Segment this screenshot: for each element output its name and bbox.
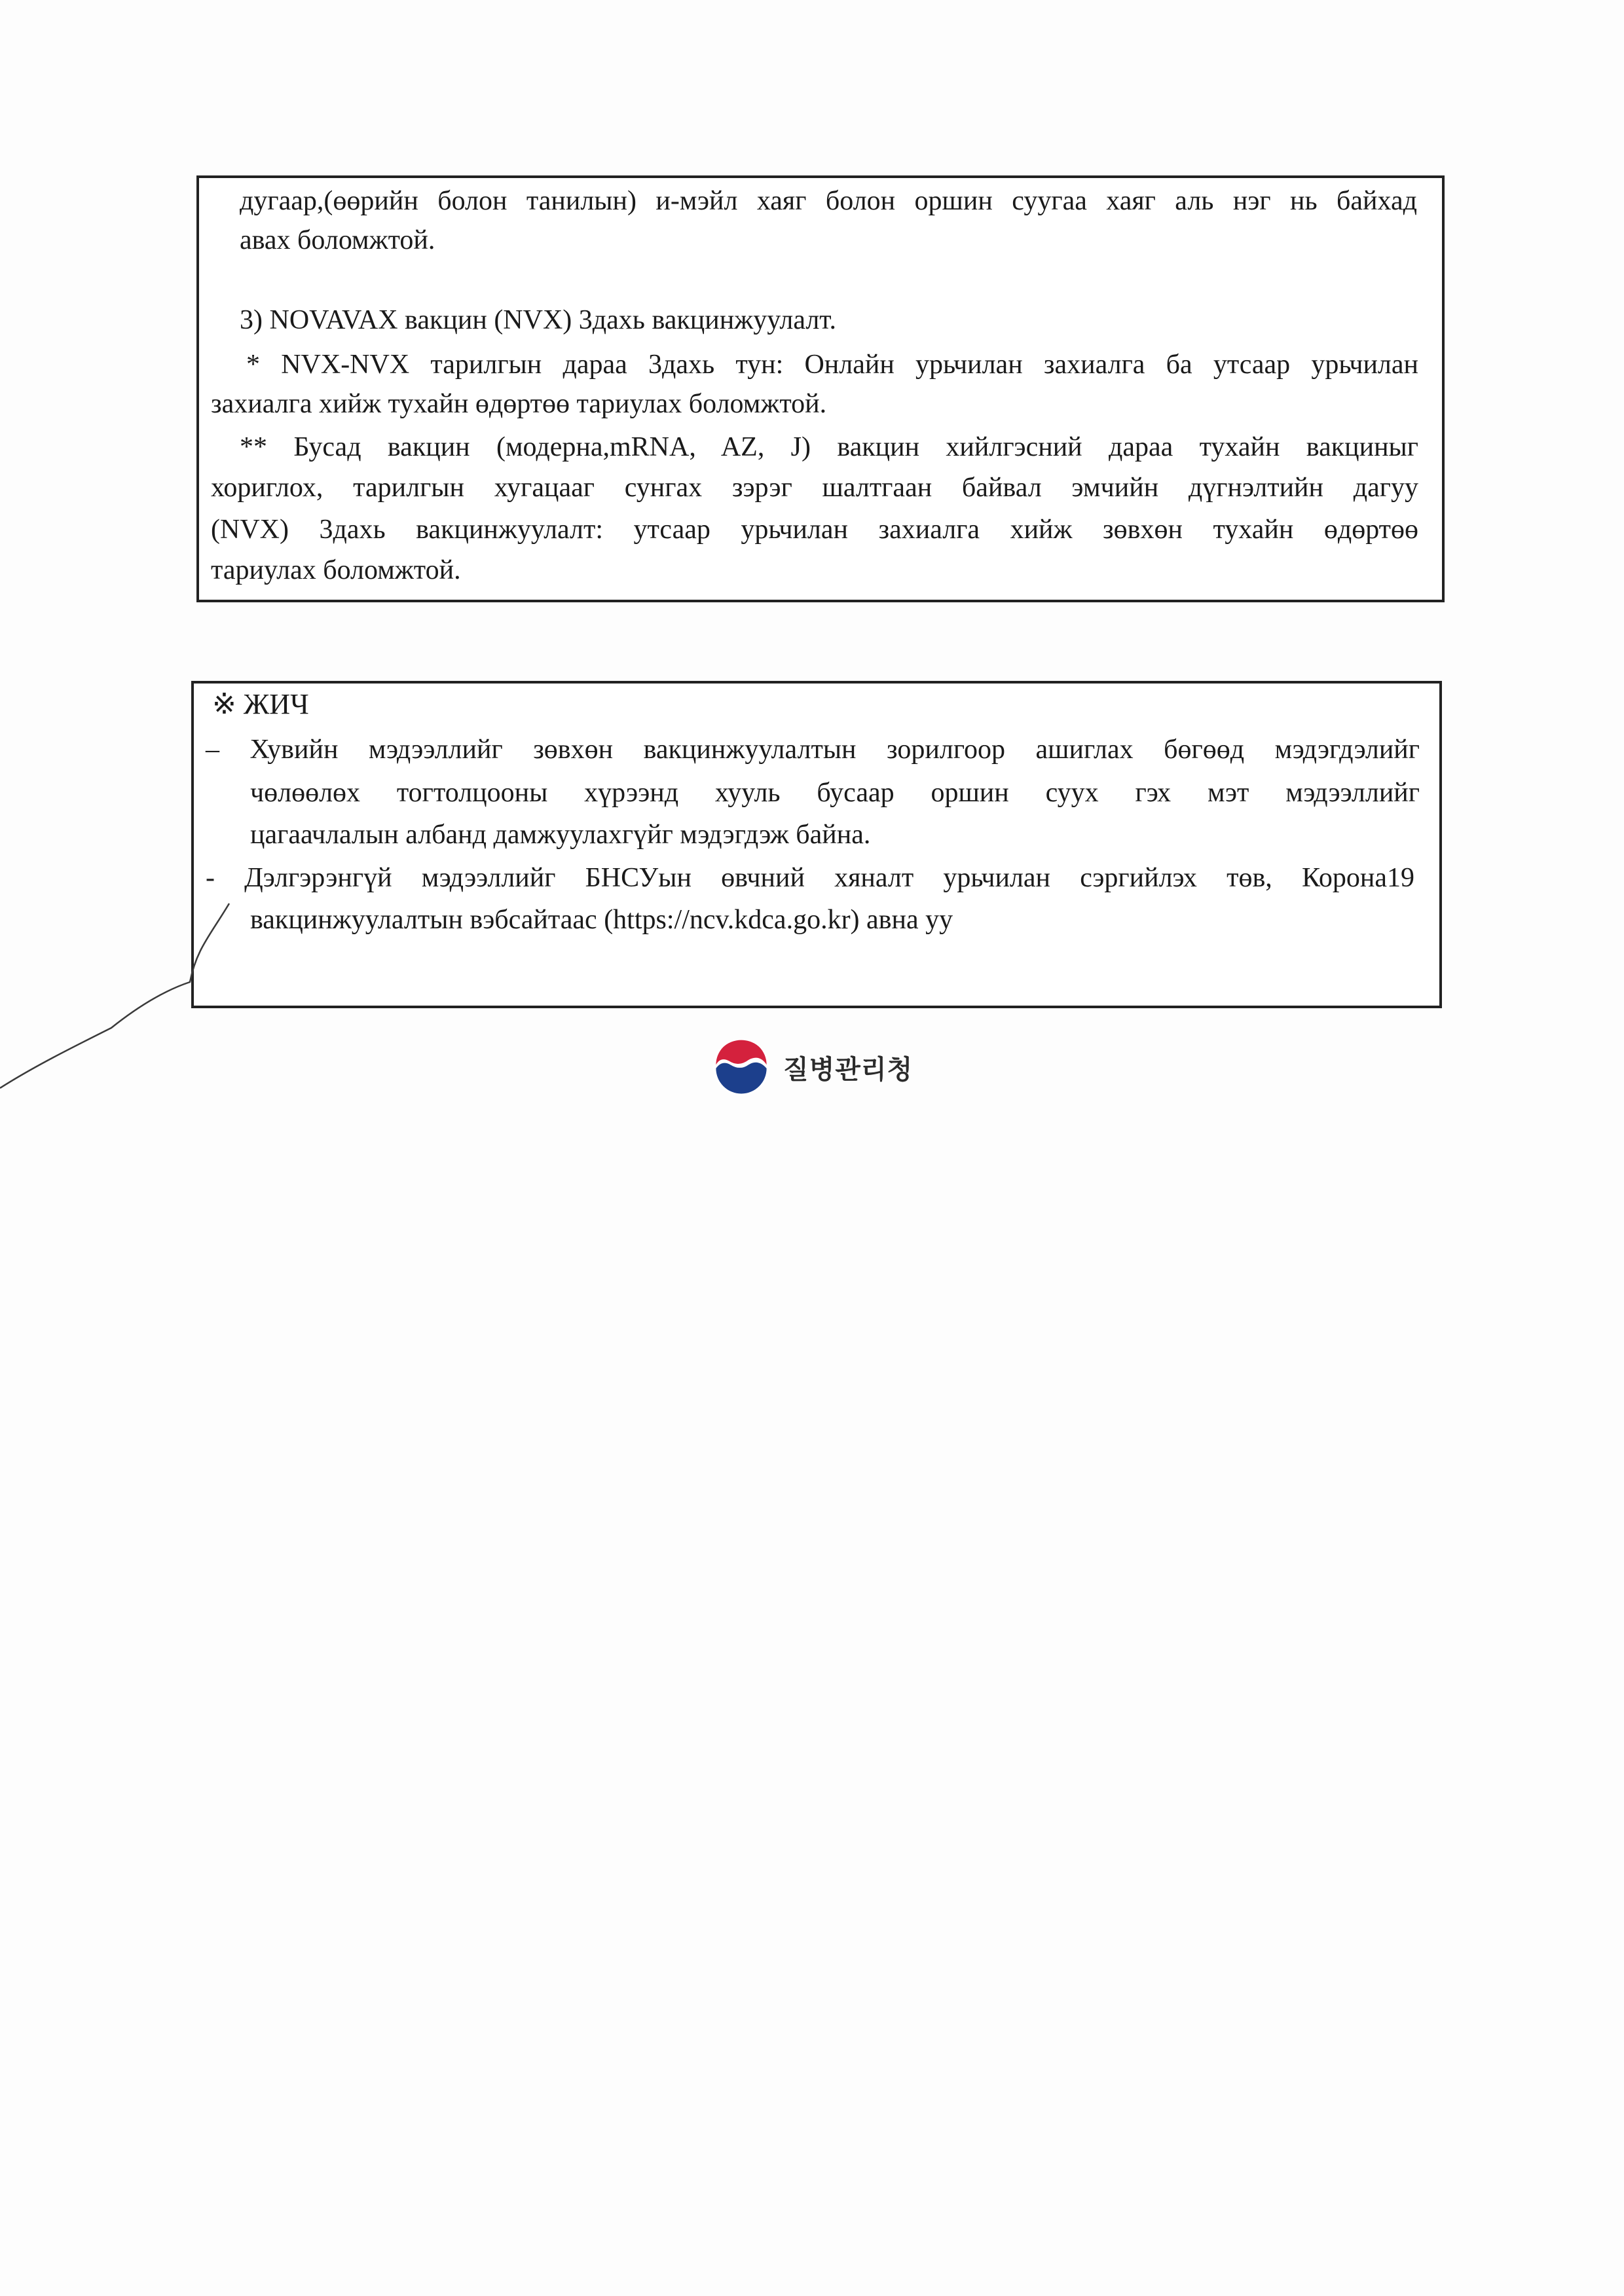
note-line: – Хувийн мэдээллийг зөвхөн вакцинжуулалтын зорилгоор ашиглах бөгөөд мэдэгдэлийг [206, 735, 1420, 765]
note-heading: ※ ЖИЧ [212, 688, 309, 720]
text-line: * NVX-NVX тарилгын дараа 3дахь тун: Онлайн урьчилан захиалга ба утсаар урьчилан [246, 350, 1418, 380]
note-line: вакцинжуулалтын вэбсайтаас (https://ncv.kdca.go.kr) авна уу [250, 905, 953, 935]
text-line: ** Бусад вакцин (модерна,mRNA, AZ, J) вакцин хийлгэсний дараа тухайн вакциныг [240, 432, 1418, 462]
note-line: цагаачлалын албанд дамжуулахгүйг мэдэгдэж байна. [250, 820, 871, 850]
pen-stroke [0, 897, 236, 1093]
text-line: дугаар,(өөрийн болон танилын) и-мэйл хаяг болон оршин суугаа хаяг аль нэг нь байхад [240, 186, 1417, 216]
text-line: хориглох, тарилгын хугацааг сунгах зэрэг шалтгаан байвал эмчийн дүгнэлтийн дагуу [211, 473, 1418, 503]
text-line: (NVX) 3дахь вакцинжуулалт: утсаар урьчилан захиалга хийж зөвхөн тухайн өдөртөө [211, 515, 1418, 545]
kdca-logo-icon [711, 1037, 771, 1097]
text-line: захиалга хийж тухайн өдөртөө тариулах боломжтой. [211, 389, 827, 419]
text-line: авах боломжтой. [240, 225, 435, 255]
kdca-logo-text: 질병관리청 [783, 1054, 913, 1085]
text-line: тариулах боломжтой. [211, 555, 461, 585]
note-box [191, 681, 1442, 1008]
info-box-vaccination [196, 175, 1445, 602]
section-heading: 3) NOVAVAX вакцин (NVX) 3дахь вакцинжуулалт. [240, 305, 836, 335]
kdca-logo [711, 1034, 913, 1100]
note-line: - Дэлгэрэнгүй мэдээллийг БНСУын өвчний хяналт урьчилан сэргийлэх төв, Корона19 [206, 863, 1414, 893]
note-line: чөлөөлөх тогтолцооны хүрээнд хууль бусаар оршин суух гэх мэт мэдээллийг [250, 778, 1420, 808]
